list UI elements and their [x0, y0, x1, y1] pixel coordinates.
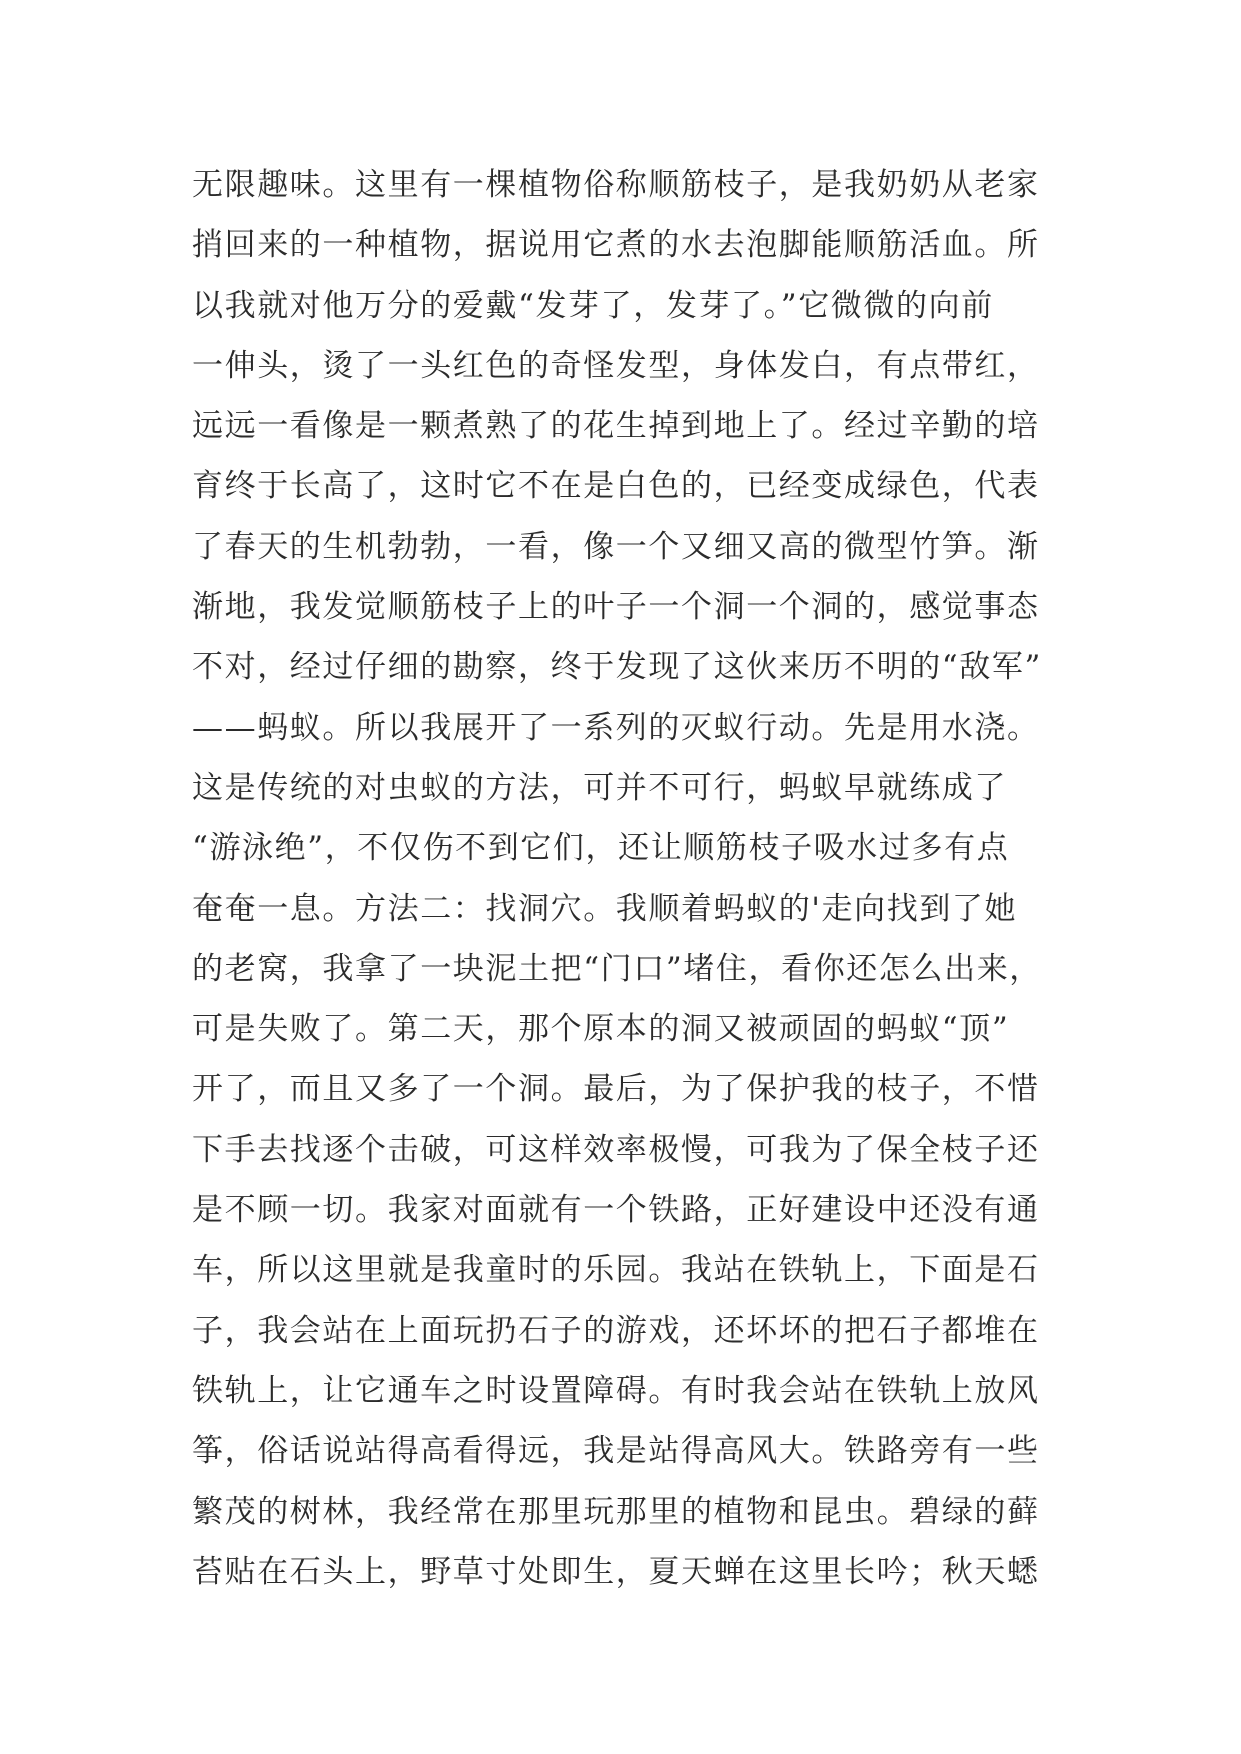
- text-line: 育终于长高了，这时它不在是白色的，已经变成绿色，代表: [192, 468, 1040, 505]
- text-line: 这是传统的对虫蚁的方法，可并不可行，蚂蚁早就练成了: [192, 769, 1007, 806]
- text-line: 车，所以这里就是我童时的乐园。我站在铁轨上，下面是石: [192, 1252, 1040, 1289]
- text-line: 繁茂的树林，我经常在那里玩那里的植物和昆虫。碧绿的藓: [192, 1493, 1040, 1530]
- text-line: 以我就对他万分的爱戴“发芽了，发芽了。”它微微的向前: [192, 287, 994, 324]
- text-line: 铁轨上，让它通车之时设置障碍。有时我会站在铁轨上放风: [192, 1372, 1040, 1409]
- text-line: 了春天的生机勃勃，一看，像一个又细又高的微型竹笋。渐: [192, 528, 1040, 565]
- text-line: “游泳绝”，不仅伤不到它们，还让顺筋枝子吸水过多有点: [192, 830, 1010, 867]
- text-line: 开了，而且又多了一个洞。最后，为了保护我的枝子，不惜: [192, 1071, 1040, 1108]
- text-line: 的老窝，我拿了一块泥土把“门口”堵住，看你还怎么出来，: [192, 950, 1042, 987]
- text-line: 筝，俗话说站得高看得远，我是站得高风大。铁路旁有一些: [192, 1433, 1040, 1470]
- text-line: 奄奄一息。方法二：找洞穴。我顺着蚂蚁的'走向找到了她: [192, 890, 1018, 927]
- text-line: 子，我会站在上面玩扔石子的游戏，还坏坏的把石子都堆在: [192, 1312, 1040, 1349]
- text-line: 渐地，我发觉顺筋枝子上的叶子一个洞一个洞的，感觉事态: [192, 589, 1040, 626]
- body-text: [192, 155, 1072, 1602]
- text-line: 是不顾一切。我家对面就有一个铁路，正好建设中还没有通: [192, 1192, 1040, 1229]
- text-line: 苔贴在石头上，野草寸处即生，夏天蝉在这里长吟；秋天蟋: [192, 1553, 1040, 1590]
- text-line: 可是失败了。第二天，那个原本的洞又被顽固的蚂蚁“顶”: [192, 1011, 1010, 1048]
- text-line: 捎回来的一种植物，据说用它煮的水去泡脚能顺筋活血。所: [192, 227, 1040, 264]
- text-line: 不对，经过仔细的勘察，终于发现了这伙来历不明的“敌军”: [192, 649, 1042, 686]
- text-line: 一伸头，烫了一头红色的奇怪发型，身体发白，有点带红，: [192, 347, 1040, 384]
- text-line: 远远一看像是一颗煮熟了的花生掉到地上了。经过辛勤的培: [192, 408, 1040, 445]
- text-line: 下手去找逐个击破，可这样效率极慢，可我为了保全枝子还: [192, 1131, 1040, 1168]
- text-line: ——蚂蚁。所以我展开了一系列的灭蚁行动。先是用水浇。: [192, 709, 1040, 746]
- text-line: 无限趣味。这里有一棵植物俗称顺筋枝子，是我奶奶从老家: [192, 167, 1040, 203]
